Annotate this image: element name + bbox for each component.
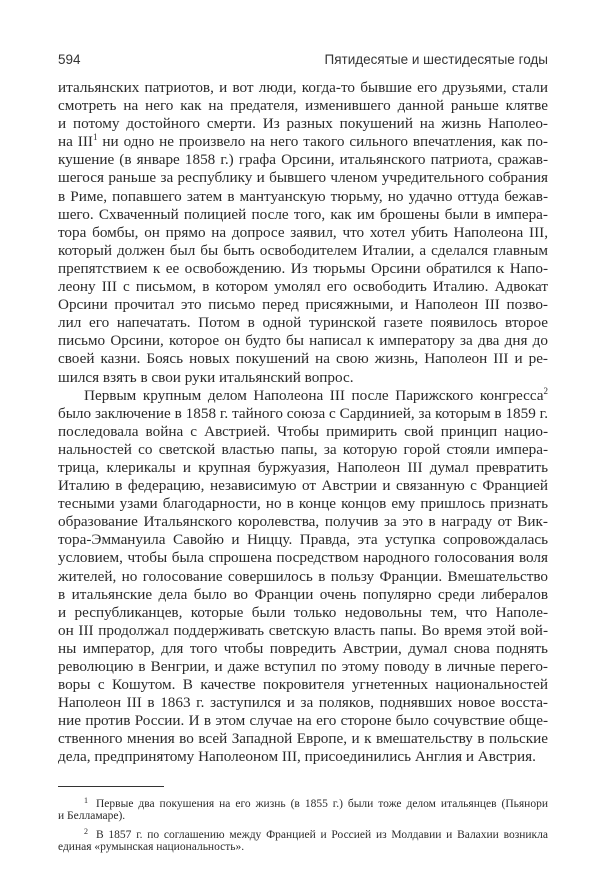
text-line (58, 224, 548, 242)
text-line (58, 477, 548, 495)
line-text: дела, предпринятому Наполеоном III, присоединились Англия и Австрия. (58, 748, 536, 766)
text-line (58, 97, 548, 115)
line-text: и потому достойного смерти. Из разных покушений на жизнь Наполео- (58, 115, 548, 133)
line-text: шился взять в свои руки итальянский вопрос. (58, 368, 354, 386)
footnote-line (58, 840, 548, 856)
line-text: тесными узами благодарности, но в конце концов ему пришлось признать (58, 495, 548, 513)
line-text: тора бомбы, он прямо на допросе заявил, что хотел убить Наполеона III, (58, 223, 548, 241)
footnote-line (58, 793, 548, 809)
line-text: условием, чтобы была спрошена посредством народного голосования воля (58, 549, 548, 567)
paragraph (58, 387, 548, 767)
text-line (58, 748, 548, 766)
text-line (58, 694, 548, 712)
text-line (58, 676, 548, 694)
line-text: революцию в Венгрии, и даже вступил по этому поводу в личные перего- (58, 658, 548, 675)
line-text: жителей, но голосование совершилось в пользу Франции. Вмешательство (58, 567, 548, 585)
footnote-number: 1 (84, 796, 88, 805)
text-line (58, 350, 548, 368)
text-line (58, 260, 548, 278)
line-text: Наполеон III в 1863 г. заступился и за поляков, поднявших новое восста- (58, 694, 548, 712)
footnote-divider (58, 786, 164, 787)
line-text: образование Итальянского королевства, получив за это в награду от Вик- (58, 513, 548, 531)
line-text: воры с Кошутом. В качестве покровителя угнетенных национальностей (58, 676, 548, 694)
footnote-text: единая «румынская национальность». (58, 840, 245, 853)
line-text: в Риме, попавшего затем в мантуанскую тюрьму, но удачно оттуда бежав- (58, 187, 548, 205)
line-text: кушение (в январе 1858 г.) графа Орсини, итальянского патриота, сражав- (58, 151, 548, 169)
text-line (58, 640, 548, 658)
text-line (58, 495, 548, 513)
line-text: он III продолжал поддерживать светскую власть папы. Во время этой вой- (58, 621, 548, 639)
text-line (58, 387, 548, 405)
line-text: своей казни. Боясь новых покушений на свою жизнь, Наполеон III и ре- (58, 350, 548, 368)
text-line (58, 278, 548, 296)
running-title: Пятидесятые и шестидесятые годы (324, 52, 548, 67)
text-line (58, 151, 548, 169)
line-text: ны император, для того чтобы повредить Австрии, думал снова поднять (58, 639, 548, 657)
text-line (58, 441, 548, 459)
paragraph (58, 79, 548, 387)
line-text: и республиканцев, которые были только недовольны тем, что Наполе- (58, 603, 548, 621)
line-text: последовала война с Австрией. Чтобы примирить свой принцип нацио- (58, 422, 548, 440)
line-text: шего. Схваченный полицией после того, как им брошены были в импера- (58, 205, 548, 223)
page-number: 594 (58, 52, 81, 67)
text-line (58, 622, 548, 640)
footnote-number: 2 (84, 827, 88, 836)
line-text: который должен был бы быть освободителем Италии, а сделался главным (58, 241, 548, 259)
running-header (58, 52, 548, 72)
text-line (58, 242, 548, 260)
text-line (58, 658, 548, 676)
text-line (58, 369, 548, 387)
line-text: ственного мнения во всей Западной Европе, и к вмешательству в польские (58, 730, 548, 748)
line-text: трица, клерикалы и крупная буржуазия, Наполеон III думал превратить (58, 458, 548, 476)
line-text: Италию в федерацию, независимую от Австрии и связанную с Францией (58, 477, 548, 495)
line-text: шегося раньше за республику и бывшего членом учредительного собрания (58, 169, 548, 187)
line-text: на III (58, 133, 93, 151)
text-line (58, 332, 548, 350)
footnote-text: и Белламаре). (58, 809, 126, 822)
text-line (58, 586, 548, 604)
line-text: было заключение в 1858 г. тайного союза с Сардинией, за которым в 1859 г. (58, 404, 548, 422)
line-text: нальностей со светской властью папы, за которую горой стояли импера- (58, 440, 548, 458)
text-line (58, 423, 548, 441)
line-text: Орсини прочитал это письмо перед присяжными, и Наполеон III позво- (58, 296, 548, 314)
text-line (58, 513, 548, 531)
footnote-text: Первые два покушения на его жизнь (в 1855 г.) были тоже делом итальянцев (Пьянори (96, 798, 548, 810)
line-text: итальянских патриотов, и вот люди, когда-то бывшие его друзьями, стали (58, 79, 548, 96)
text-line (58, 133, 548, 151)
footnotes (58, 793, 548, 855)
text-line (58, 206, 548, 224)
text-line (58, 188, 548, 206)
text-line (58, 459, 548, 477)
footnote-ref[interactable]: 2 (543, 385, 548, 396)
text-line (58, 296, 548, 314)
footnote-text: В 1857 г. по соглашению между Францией и Россией из Молдавии и Валахии возникла (96, 829, 548, 841)
footnote (58, 793, 548, 824)
body-text (58, 79, 548, 767)
line-text: леону III с письмом, в котором умолял его освободить Италию. Адвокат (58, 278, 548, 296)
text-line (58, 730, 548, 748)
footnote-line (58, 824, 548, 840)
line-text: лил его напечатать. Потом в одной туринской газете появилось второе (58, 314, 548, 332)
footnote (58, 824, 548, 855)
text-line (58, 405, 548, 423)
line-text: смотреть на него как на предателя, изменившего данной раньше клятве (58, 97, 548, 115)
text-line (58, 314, 548, 332)
text-line (58, 169, 548, 187)
footnote-ref[interactable]: 1 (92, 132, 98, 143)
line-text: препятствием к ее освобождению. Из тюрьмы Орсини обратился к Напо- (58, 259, 548, 277)
text-line (58, 549, 548, 567)
line-text: в итальянские дела было во Франции очень популярно среди либералов (58, 585, 548, 603)
line-text: Первым крупным делом Наполеона III после Парижского конгресса (84, 386, 544, 404)
line-text: ни одно не произвело на него такого сильного впечатления, как по- (97, 133, 548, 151)
text-line (58, 568, 548, 586)
line-text: письмо Орсини, которое он будто бы написал к императору за два дня до (58, 332, 548, 350)
text-line (58, 712, 548, 730)
line-text: ние против России. И в этом случае на его стороне было сочувствие обще- (58, 712, 548, 730)
text-line (58, 604, 548, 622)
text-line (58, 115, 548, 133)
text-line (58, 79, 548, 97)
line-text: тора-Эммануила Савойю и Ниццу. Правда, эта уступка сопровождалась (58, 531, 548, 549)
text-line (58, 531, 548, 549)
footnote-line (58, 809, 548, 825)
